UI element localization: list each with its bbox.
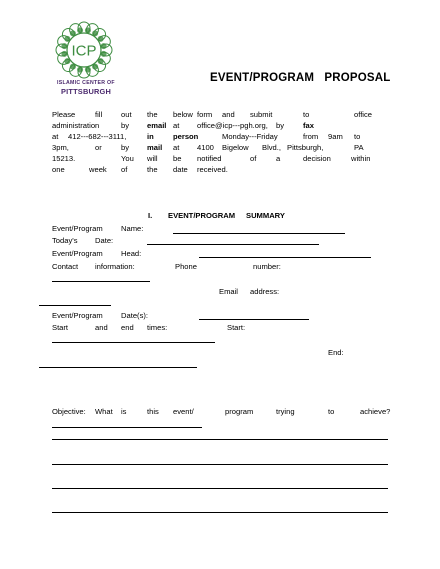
intro-word: in (147, 132, 154, 141)
intro-word: by (121, 143, 130, 152)
intro-word: person (173, 132, 199, 141)
intro-word: received. (197, 165, 228, 174)
intro-word: office@icp---pgh.org, (197, 121, 268, 130)
event-head-line[interactable] (199, 257, 371, 258)
intro-word: administration (52, 121, 100, 130)
field-label: address: (250, 287, 280, 296)
field-label: Start (52, 323, 69, 332)
intro-word: at (173, 143, 180, 152)
intro-word: 4100 (197, 143, 214, 152)
intro-word: form (197, 110, 213, 119)
logo-line1: ISLAMIC CENTER OF (57, 80, 115, 86)
intro-word: Monday---Friday (222, 132, 278, 141)
intro-word: date (173, 165, 188, 174)
intro-word: You (121, 154, 134, 163)
logo-petal-dot (101, 43, 107, 49)
logo-petal-dot (85, 27, 91, 33)
intro-word: PA (354, 143, 364, 152)
logo-petal-dot (85, 67, 91, 73)
logo-petal-dot (77, 67, 83, 73)
start-time-line[interactable] (52, 342, 215, 343)
intro-word: email (147, 121, 167, 130)
intro-word: the (147, 110, 158, 119)
field-label: program (225, 407, 254, 416)
field-label: achieve? (360, 407, 391, 416)
section-number: I. (148, 211, 153, 220)
todays-date-line[interactable] (147, 244, 319, 245)
page-title: EVENT/PROGRAM PROPOSAL (210, 72, 391, 84)
field-label: Event/Program (52, 249, 103, 258)
field-label: end (121, 323, 134, 332)
intro-word: at (173, 121, 180, 130)
intro-word: and (222, 110, 235, 119)
event-dates-line[interactable] (199, 319, 309, 320)
field-label: times: (147, 323, 168, 332)
logo-line2: PITTSBURGH (61, 87, 112, 96)
intro-word: 3pm, (52, 143, 69, 152)
intro-word: week (89, 165, 107, 174)
intro-word: mail (147, 143, 163, 152)
logo-abbr: ICP (71, 42, 97, 60)
field-label: event/ (173, 407, 194, 416)
field-label: End: (328, 348, 344, 357)
logo-petal-dot (61, 43, 67, 49)
intro-word: of (121, 165, 128, 174)
field-label: Event/Program (52, 311, 103, 320)
logo (49, 20, 119, 98)
field-label: Head: (121, 249, 142, 258)
intro-word: Pittsburgh, (287, 143, 324, 152)
intro-word: of (250, 154, 257, 163)
intro-word: by (276, 121, 285, 130)
intro-word: fax (303, 121, 314, 130)
intro-word: 9am (328, 132, 343, 141)
logo-petal-dot (101, 51, 107, 57)
field-label: and (95, 323, 108, 332)
event-name-line[interactable] (173, 233, 345, 234)
field-label: Email (219, 287, 238, 296)
intro-word: Bigelow (222, 143, 249, 152)
intro-word: out (121, 110, 132, 119)
intro-word: to (354, 132, 361, 141)
field-label: information: (95, 262, 135, 271)
intro-word: submit (250, 110, 273, 119)
objective-line-3[interactable] (52, 464, 388, 465)
field-label: trying (276, 407, 295, 416)
field-label: What (95, 407, 113, 416)
logo-emblem (49, 20, 119, 82)
field-label: to (328, 407, 335, 416)
field-label: Event/Program (52, 224, 103, 233)
field-label: Date: (95, 236, 114, 245)
objective-line-2[interactable] (52, 439, 388, 440)
field-label: Objective: (52, 407, 86, 416)
intro-word: within (351, 154, 371, 163)
field-label: this (147, 407, 159, 416)
intro-word: the (147, 165, 158, 174)
intro-word: by (121, 121, 130, 130)
objective-line-1[interactable] (52, 427, 202, 428)
section-name: EVENT/PROGRAM (168, 211, 236, 220)
end-time-line[interactable] (39, 367, 197, 368)
field-label: Contact (52, 262, 79, 271)
intro-word: be (173, 154, 182, 163)
field-label: number: (253, 262, 281, 271)
logo-petal-dot (77, 27, 83, 33)
intro-word: Please (52, 110, 76, 119)
intro-word: 15213. (52, 154, 76, 163)
email-address-line[interactable] (39, 305, 111, 306)
intro-word: 412---682---3111, (68, 132, 127, 141)
intro-word: decision (303, 154, 331, 163)
intro-word: to (303, 110, 310, 119)
intro-word: fill (95, 110, 103, 119)
intro-word: from (303, 132, 319, 141)
objective-line-4[interactable] (52, 488, 388, 489)
field-label: Phone (175, 262, 197, 271)
field-label: Start: (227, 323, 246, 332)
intro-word: at (52, 132, 59, 141)
phone-number-line[interactable] (52, 281, 150, 282)
field-label: Name: (121, 224, 144, 233)
section-word: SUMMARY (246, 211, 285, 220)
intro-word: or (95, 143, 102, 152)
intro-word: Blvd., (262, 143, 281, 152)
field-label: Today's (52, 236, 78, 245)
logo-petal-dot (61, 51, 67, 57)
intro-word: a (276, 154, 281, 163)
field-label: Date(s): (121, 311, 149, 320)
objective-line-5[interactable] (52, 512, 388, 513)
intro-word: office (354, 110, 373, 119)
field-label: is (121, 407, 127, 416)
intro-word: notified (197, 154, 222, 163)
intro-word: below (173, 110, 193, 119)
intro-word: will (147, 154, 158, 163)
intro-word: one (52, 165, 65, 174)
